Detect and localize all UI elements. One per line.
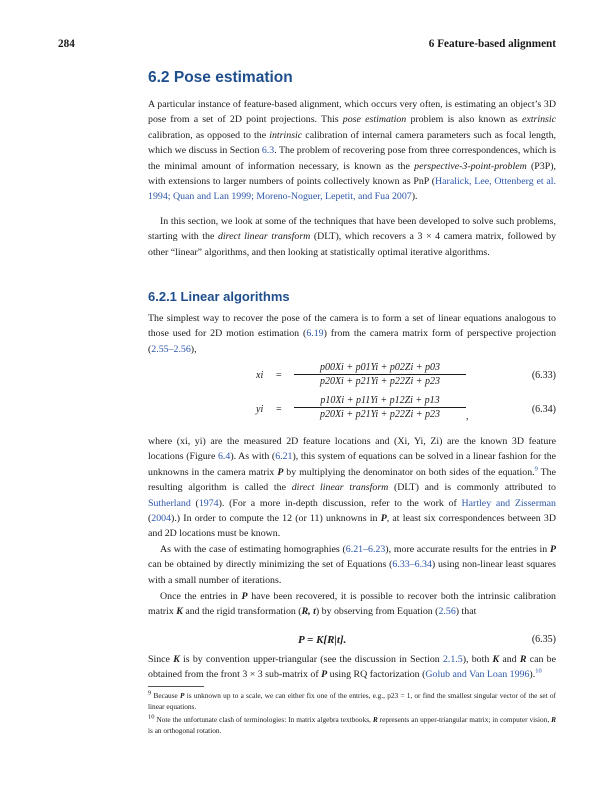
equation-6-35 [148,634,556,650]
paragraph-linear: The simplest way to recover the pose of the camera is to form a set of linear equations analogous to those used for 2D motion estimation (6.19) from the camera matrix form of perspective projection (2.55–2.56), [148,313,557,355]
section-link[interactable]: 2.1.5 [442,654,463,665]
eq-numerator: p00Xi + p01Yi + p02Zi + p03 [294,362,466,375]
eq-fraction [294,362,466,387]
paragraph-dlt: where (xi, yi) are the measured 2D feature locations and (Xi, Yi, Zi) are the known 3D feature locations (Figure 6.4). As with (6.21), this system of equations can be solved in a linear fashion for the unknowns in the camera matrix P by multiplying the denominator on both sides of the equation.$^9$ The resulting algorithm is called the direct linear transform (DLT) and is commonly attributed to Sutherland (1974). (For a more in-depth discussion, refer to the work of Hartley and Zisserman (2004).) In order to compute the 12 (or 11) unknowns in P, at least six correspondences between 3D and 2D locations must be known. [148,436,557,540]
eq-numerator: p10Xi + p11Yi + p12Zi + p13 [294,395,466,408]
eq-equals: = [276,404,282,415]
paragraph-rq: Since K is by convention upper-triangular (see the discussion in Section 2.1.5), both K and R can be obtained from the front 3 × 3 sub-matrix of P using RQ factorization (Golub and Van Loan 1996).$^{10}$ [148,654,556,681]
footnote-marker[interactable]: 10 [535,668,542,676]
eq-equals: = [276,370,282,381]
citation-link[interactable]: 1974 [198,497,219,509]
footnote-marker[interactable]: 9 [534,465,538,473]
chapter-title: 6 Feature-based alignment [428,38,556,50]
equation-link[interactable]: 6.21 [275,451,293,463]
equation-link[interactable]: 2.56 [438,606,456,618]
eq-lhs: yi [256,404,264,415]
citation-link[interactable]: Sutherland [148,497,191,509]
eq-lhs: xi [256,370,264,381]
page-number: 284 [58,38,75,50]
eq-number: (6.34) [531,404,556,415]
equation-link[interactable]: 6.21–6.23 [345,544,386,555]
eq-number: (6.35) [531,634,556,645]
paragraph-homography: As with the case of estimating homographies (6.21–6.23), more accurate results for the entries in P can be obtained by directly minimizing the set of Equations (6.33–6.34) using non-linear least squares with a small number of iterations. [148,544,557,586]
footnote-9: $^9$ Because P is unknown up to a scale, we can either fix one of the entries, e.g., p23 = 1, or find the smallest singular vector of the set of linear equations. [148,689,556,711]
eq-denominator: p20Xi + p21Yi + p22Zi + p23 [319,376,441,387]
citation-link[interactable]: Haralick, Lee, Ottenberg et al. 1994; Quan and Lan 1999; Moreno-Noguer, Lepetit, and Fua 2007 [148,176,556,203]
equation-link[interactable]: 6.19 [306,328,324,340]
footnote-10: $^{10}$ Note the unfortunate clash of terminologies: In matrix algebra textbooks, R represents an upper-triangular matrix; in computer vision, R is an orthogonal rotation. [148,713,556,735]
equation-6-33 [148,362,556,392]
figure-link[interactable]: 6.4 [217,451,231,463]
running-header [58,38,556,52]
equation-link[interactable]: 6.33–6.34 [392,559,432,571]
citation-link[interactable]: Golub and Van Loan 1996 [425,669,530,681]
citation-link[interactable]: 2004 [151,513,172,525]
section-heading: 6.2 Pose estimation [148,69,293,86]
paragraph-overview: In this section, we look at some of the techniques that have been developed to solve such problems, starting with the direct linear transform (DLT), which recovers a 3 × 4 camera matrix, followed by other “linear” algorithms, and then looking at statistically optimal iterative algorithms. [148,216,557,258]
eq-body: P = K[R|t]. [298,634,347,646]
equation-6-34: yi = $\frac{p10Xi + p11Yi + p12Zi + p13}{p20Xi + p21Yi + p22Zi + p23}$ , (6.34) [256,395,556,422]
footnote-divider [148,686,204,687]
eq-denominator: p20Xi + p21Yi + p22Zi + p23 [319,409,441,420]
eq-number: (6.33) [531,370,556,381]
citation-link[interactable]: Hartley and Zisserman [461,497,556,509]
paragraph-recover: Once the entries in P have been recovered, it is possible to recover both the intrinsic calibration matrix K and the rigid transformation (R, t) by observing from Equation (2.56) that [148,591,556,618]
section-link[interactable]: 6.3 [261,145,275,157]
eq-fraction [294,395,466,420]
equation-link[interactable]: 2.55–2.56 [151,343,191,355]
paragraph-intro: A particular instance of feature-based alignment, which occurs very often, is estimating an object’s 3D pose from a set of 2D point projections. This pose estimation problem is also known as extrinsic calibration, as opposed to the intrinsic calibration of internal camera parameters such as focal length, which we discuss in Section 6.3. The problem of recovering pose from three correspondences, which is the minimal amount of information necessary, is known as the perspective-3-point-problem (P3P), with extensions to larger numbers of points collectively known as PnP (Haralick, Lee, Ottenberg et al. 1994; Quan and Lan 1999; Moreno-Noguer, Lepetit, and Fua 2007). [148,99,557,203]
subsection-heading: 6.2.1 Linear algorithms [148,289,290,304]
